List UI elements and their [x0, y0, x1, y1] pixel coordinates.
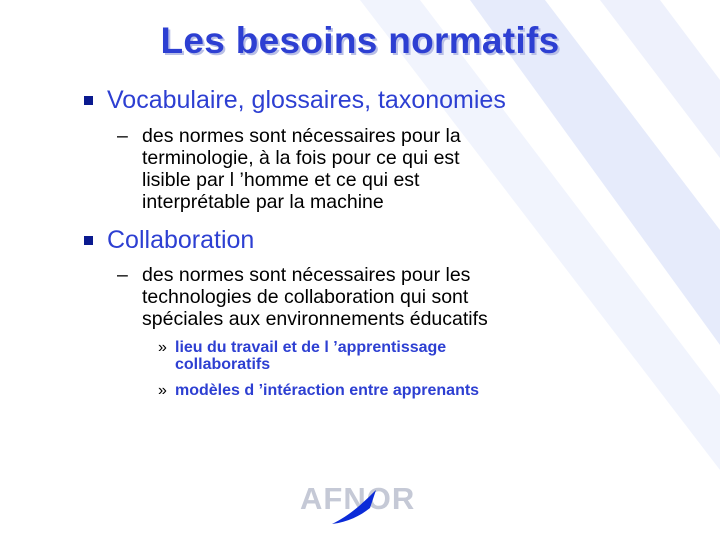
bullet-text: Collaboration [107, 226, 255, 254]
text-line: terminologie, à la fois pour ce qui est [142, 147, 460, 169]
text-line: collaboratifs [175, 356, 271, 373]
text-line: lisible par l ’homme et ce qui est [142, 169, 420, 191]
sub-sub-bullet-lieu [158, 339, 447, 373]
bullet-text: Vocabulaire, glossaires, taxonomies [107, 86, 506, 114]
dash-marker: – [117, 125, 128, 147]
text-line: interprétable par la machine [142, 191, 384, 213]
text-line: spéciales aux environnements éducatifs [142, 308, 488, 330]
text-line: technologies de collaboration qui sont [142, 286, 469, 308]
text-line: modèles d ’intéraction entre apprenants [175, 382, 480, 399]
logo-text: AFNOR [300, 481, 416, 516]
text-line: des normes sont nécessaires pour la [142, 125, 461, 147]
raquo-marker: » [158, 339, 167, 356]
slide-title: Les besoins normatifs [160, 20, 560, 61]
raquo-marker: » [158, 382, 167, 399]
text-line: lieu du travail et de l ’apprentissage [175, 339, 447, 356]
afnor-logo [296, 478, 426, 542]
bullet-collaboration [84, 226, 254, 255]
afnor-swoosh-icon [296, 478, 426, 542]
sub-bullet-technologies [117, 264, 488, 330]
sub-sub-bullet-modeles [158, 382, 480, 399]
square-bullet-icon [84, 96, 93, 105]
text-line: des normes sont nécessaires pour les [142, 264, 471, 286]
sub-bullet-terminologie [117, 125, 461, 213]
dash-marker: – [117, 264, 128, 286]
square-bullet-icon [84, 236, 93, 245]
bullet-vocabulaire [84, 86, 506, 115]
